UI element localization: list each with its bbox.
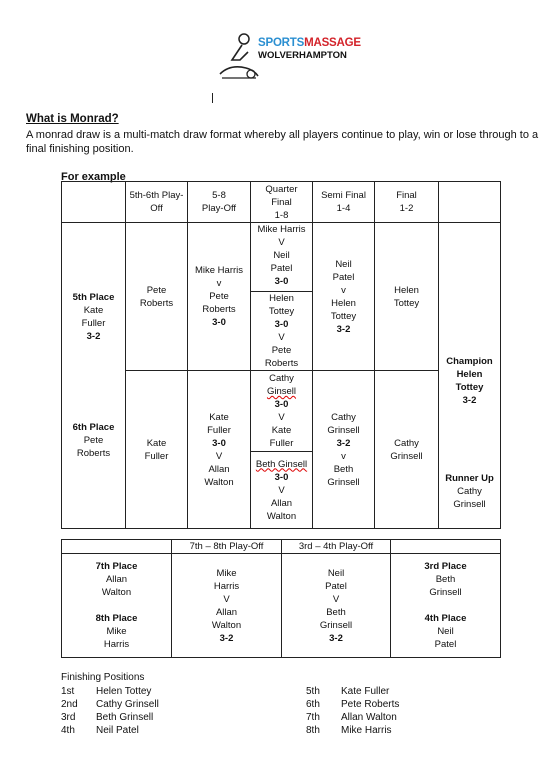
header-semi-final: Semi Final 1-4 <box>313 182 375 223</box>
massage-figure-icon <box>218 30 260 82</box>
intro-paragraph: A monrad draw is a multi-match draw format whereby all players continue to play, win or lose through to a final finishing position. <box>26 129 539 155</box>
playoff-header-7-8: 7th – 8th Play-Off <box>172 540 282 554</box>
header-5-6-playoff: 5th-6th Play- Off <box>126 182 188 223</box>
quarter-final-1-cell: Mike Harris V Neil Patel 3-0 <box>251 223 313 292</box>
playoff-5-6-bottom-cell: Kate Fuller <box>126 371 188 529</box>
header-empty-right <box>439 182 501 223</box>
playoff-table <box>61 539 501 658</box>
playoff-header-row <box>62 540 501 554</box>
header-final: Final 1-2 <box>375 182 439 223</box>
playoff-5-6-top-cell: Pete Roberts <box>126 223 188 371</box>
placings-3-4-cell: 3rd Place Beth Grinsell 4th Place Neil Patel <box>391 554 501 658</box>
header-row <box>62 182 501 223</box>
finishing-row: 7th Allan Walton <box>306 712 397 723</box>
quarter-final-2-cell: Helen Tottey 3-0 V Pete Roberts <box>251 292 313 371</box>
final-top-cell: Helen Tottey <box>375 223 439 371</box>
example-label: For example <box>61 171 126 183</box>
playoff-header-3-4: 3rd – 4th Play-Off <box>282 540 391 554</box>
quarter-final-3-cell: Cathy Ginsell 3-0 V Kate Fuller <box>251 371 313 452</box>
monrad-bracket-table <box>61 181 501 529</box>
semi-final-top-cell: Neil Patel v Helen Tottey 3-2 <box>313 223 375 371</box>
header-quarter-final: Quarter Final 1-8 <box>251 182 313 223</box>
playoff-7-8-match-cell: Mike Harris V Allan Walton 3-2 <box>172 554 282 658</box>
playoff-header-empty <box>62 540 172 554</box>
logo-brand-line1: SPORTSMASSAGE <box>258 37 361 49</box>
finishing-row: 3rd Beth Grinsell <box>61 712 154 723</box>
finishing-positions-title: Finishing Positions <box>61 672 145 683</box>
sports-massage-logo <box>218 30 361 84</box>
heading: What is Monrad? <box>26 113 119 125</box>
header-empty <box>62 182 126 223</box>
finishing-row: 4th Neil Patel <box>61 725 139 736</box>
playoff-header-empty-right <box>391 540 501 554</box>
logo-brand-line2: WOLVERHAMPTON <box>258 50 347 61</box>
placings-7-8-cell: 7th Place Allan Walton 8th Place Mike Harris <box>62 554 172 658</box>
text-cursor <box>212 93 213 103</box>
playoff-5-8-top-cell: Mike Harris v Pete Roberts 3-0 <box>188 223 251 371</box>
placings-5-6-cell: 5th Place Kate Fuller 3-2 6th Place Pete Roberts <box>62 223 126 529</box>
playoff-5-8-bottom-cell: Kate Fuller 3-0 V Allan Walton <box>188 371 251 529</box>
finishing-row: 5th Kate Fuller <box>306 686 390 697</box>
final-bottom-cell: Cathy Grinsell <box>375 371 439 529</box>
placings-1-2-cell: Champion Helen Tottey 3-2 Runner Up Cathy Grinsell <box>439 223 501 529</box>
finishing-row: 6th Pete Roberts <box>306 699 400 710</box>
finishing-row: 2nd Cathy Grinsell <box>61 699 159 710</box>
quarter-final-4-cell: Beth Ginsell 3-0 V Allan Walton <box>251 452 313 529</box>
header-5-8-playoff: 5-8 Play-Off <box>188 182 251 223</box>
finishing-row: 1st Helen Tottey <box>61 686 152 697</box>
semi-final-bottom-cell: Cathy Grinsell 3-2 v Beth Grinsell <box>313 371 375 529</box>
playoff-3-4-match-cell: Neil Patel V Beth Grinsell 3-2 <box>282 554 391 658</box>
finishing-row: 8th Mike Harris <box>306 725 392 736</box>
